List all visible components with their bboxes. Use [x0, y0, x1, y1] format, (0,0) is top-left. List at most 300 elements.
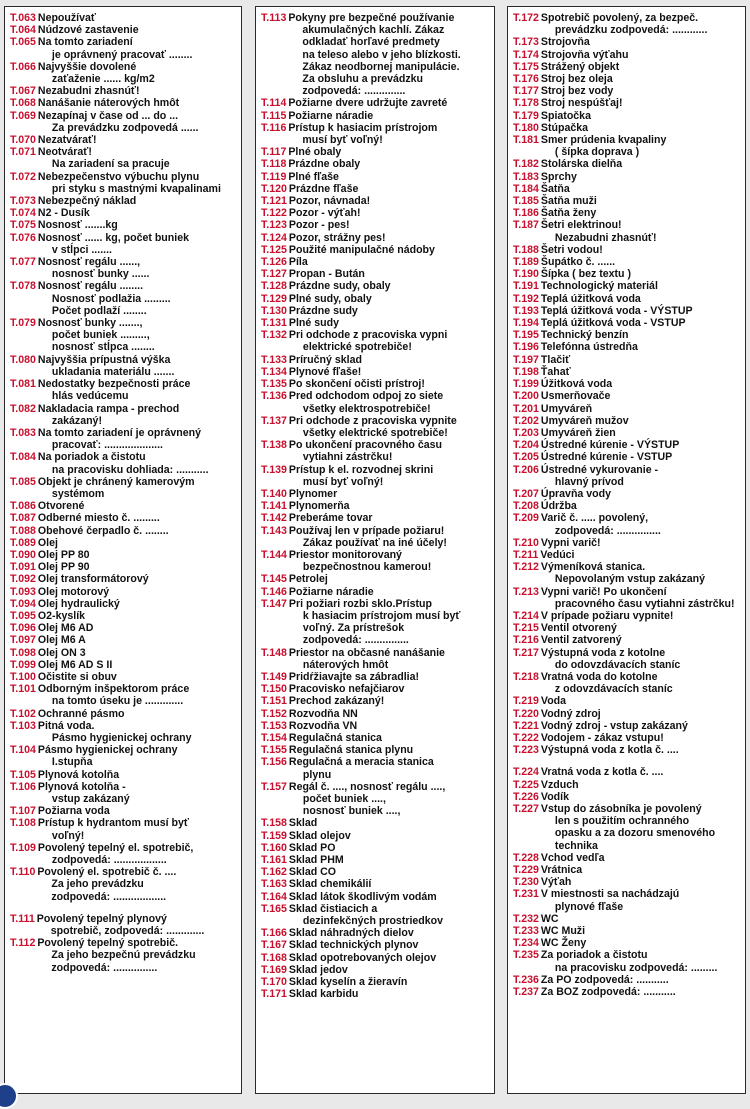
- sign-text-line: Voda: [540, 695, 567, 708]
- sign-code: T.133: [261, 353, 287, 366]
- sign-entry: [513, 207, 741, 219]
- sign-entry: [10, 476, 237, 500]
- sign-description: [38, 280, 237, 317]
- sign-description: [289, 207, 490, 219]
- sign-text-line: spotrebič, zodpovedá: .............: [50, 925, 205, 938]
- sign-code: T.126: [261, 256, 287, 269]
- sign-text-line: Najvyššia prípustná výška: [37, 353, 171, 366]
- sign-code: T.124: [261, 231, 287, 244]
- sign-text-line: zodpovedá: ..................: [51, 890, 167, 903]
- sign-code: T.220: [513, 707, 539, 720]
- sign-text-line: Sprchy: [540, 170, 577, 183]
- sign-text-line: Šetri vodou!: [540, 243, 603, 256]
- sign-description: [289, 219, 490, 231]
- sign-code: T.206: [513, 463, 539, 476]
- sign-code: T.192: [513, 292, 539, 305]
- sign-description: [541, 427, 741, 439]
- sign-text-line: Požiarne dvere udržujte zavreté: [288, 97, 448, 110]
- sign-text-line: Regál č. ...., nosnosť regálu ....,: [288, 780, 446, 793]
- sign-entry: [513, 986, 741, 998]
- sign-text-line: Zákaz používať na iné účely!: [302, 536, 447, 549]
- sign-description: [541, 451, 741, 463]
- sign-code: T.099: [10, 658, 36, 671]
- sign-code: T.112: [10, 937, 36, 950]
- sign-code: T.215: [513, 622, 539, 635]
- sign-text-line: Výťah: [540, 876, 572, 889]
- sign-text-line: zakázaný!: [51, 414, 102, 427]
- sign-text-line: Požiarne náradie: [288, 585, 374, 598]
- sign-code: T.153: [261, 719, 287, 732]
- sign-entry: [513, 12, 741, 36]
- sign-text-line: počet buniek .........,: [51, 329, 150, 342]
- sign-text-line: Olej M6 AD S II: [37, 658, 113, 671]
- sign-code: T.157: [261, 780, 287, 793]
- sign-description: [289, 744, 490, 756]
- sign-text-line: Stolárska dielňa: [540, 158, 623, 171]
- sign-entry: [10, 744, 237, 768]
- sign-code: T.183: [513, 170, 539, 183]
- sign-text-line: Príručný sklad: [288, 353, 362, 366]
- sign-code: T.114: [261, 97, 287, 110]
- sign-description: [288, 171, 490, 183]
- sign-code: T.182: [513, 158, 539, 171]
- sign-entry: [261, 464, 490, 488]
- sign-description: [541, 720, 741, 732]
- sign-code: T.145: [261, 573, 287, 586]
- sign-code: T.166: [261, 927, 287, 940]
- sign-entry: [513, 415, 741, 427]
- sign-description: [38, 403, 237, 427]
- sign-entry: [10, 769, 237, 781]
- sign-code: T.236: [513, 973, 539, 986]
- sign-entry: [10, 866, 237, 903]
- sign-code: T.223: [513, 744, 539, 757]
- sign-text-line: všetky elektrospotrebiče!: [302, 402, 431, 415]
- sign-description: [289, 671, 490, 683]
- sign-text-line: Za jeho bezpečnú prevádzku: [51, 949, 196, 962]
- sign-text-line: Prázdne obaly: [288, 158, 361, 171]
- sign-text-line: Po ukončení pracovného času: [288, 439, 442, 452]
- sign-text-line: Nezatvárať!: [37, 134, 97, 147]
- sign-text-line: Olej ON 3: [37, 646, 86, 659]
- sign-entry: [513, 158, 741, 170]
- sign-text-line: Údržba: [540, 500, 577, 513]
- sign-description: [38, 451, 237, 475]
- sign-code: T.109: [10, 841, 36, 854]
- sign-text-line: Výstupná voda z kotolne: [540, 646, 666, 659]
- sign-code: T.181: [513, 134, 539, 147]
- sign-code: T.082: [10, 402, 36, 415]
- sign-description: [288, 146, 490, 158]
- sign-code: T.170: [261, 976, 287, 989]
- sign-description: [541, 876, 741, 888]
- sign-text-line: Odberné miesto č. .........: [37, 512, 160, 525]
- sign-entry: [10, 354, 237, 378]
- sign-text-line: Stúpačka: [540, 121, 589, 134]
- sign-entry: [261, 12, 490, 97]
- sign-text-line: Výmeníková stanica.: [540, 561, 646, 574]
- sign-description: [541, 852, 741, 864]
- sign-description: [289, 756, 490, 780]
- sign-code: T.168: [261, 951, 287, 964]
- sign-entry: [10, 683, 237, 707]
- sign-code: T.158: [261, 817, 287, 830]
- sign-code: T.098: [10, 646, 36, 659]
- sign-description: [38, 720, 237, 744]
- sign-description: [289, 988, 490, 1000]
- sign-text-line: Sklad CO: [288, 866, 337, 879]
- sign-text-line: Vratná voda z kotla č. ....: [540, 766, 664, 779]
- sign-text-line: Požiarna voda: [37, 805, 110, 818]
- sign-entry: [10, 195, 237, 207]
- sign-description: [38, 232, 237, 256]
- sign-text-line: Núdzové zastavenie: [37, 24, 139, 37]
- sign-text-line: Prázdne sudy: [288, 304, 358, 317]
- sign-description: [289, 525, 490, 549]
- sign-entry: [10, 781, 237, 805]
- sign-entry: [10, 146, 237, 170]
- sign-description: [38, 61, 237, 85]
- sign-text-line: Olej transformátorový: [37, 573, 149, 586]
- sign-code: T.141: [261, 500, 287, 513]
- sign-entry: [513, 937, 741, 949]
- sign-code: T.076: [10, 231, 36, 244]
- sign-entry: [10, 586, 237, 598]
- sign-text-line: Strážený objekt: [540, 60, 620, 73]
- sign-description: [289, 317, 490, 329]
- sign-text-line: Plynová kotolňa -: [37, 780, 126, 793]
- sign-text-line: Olej PP 80: [37, 548, 90, 561]
- sign-text-line: WC Ženy: [540, 937, 587, 950]
- sign-description: [38, 817, 237, 841]
- sign-entry: [261, 744, 490, 756]
- sign-text-line: Olej PP 90: [37, 561, 90, 574]
- sign-entry: [10, 647, 237, 659]
- sign-description: [541, 779, 741, 791]
- sign-code: T.185: [513, 195, 539, 208]
- sign-text-line: Regulačná stanica plynu: [288, 744, 414, 757]
- sign-entry: [513, 549, 741, 561]
- sign-text-line: Ústredné vykurovanie -: [540, 463, 659, 476]
- sign-description: [541, 403, 741, 415]
- sign-entry: [10, 232, 237, 256]
- sign-code: T.089: [10, 536, 36, 549]
- sign-description: [38, 97, 237, 109]
- sign-text-line: Petrolej: [288, 573, 328, 586]
- sign-description: [541, 986, 741, 998]
- sign-code: T.084: [10, 451, 36, 464]
- sign-description: [541, 888, 741, 912]
- sign-code: T.163: [261, 878, 287, 891]
- sign-text-line: Teplá úžitková voda - VÝSTUP: [540, 304, 693, 317]
- sign-entry: [513, 183, 741, 195]
- sign-text-line: Prístup k hydrantom musí byť: [37, 817, 189, 830]
- sign-description: [38, 622, 237, 634]
- sign-entry: [513, 354, 741, 366]
- sign-text-line: WC Muži: [540, 925, 586, 938]
- sign-text-line: Sklad náhradných dielov: [288, 927, 414, 940]
- sign-code: T.235: [513, 949, 539, 962]
- sign-text-line: akumulačných kachlí. Zákaz: [302, 24, 445, 37]
- sign-description: [541, 561, 741, 585]
- sign-code: T.186: [513, 207, 539, 220]
- sign-text-line: musí byť voľný!: [302, 475, 384, 488]
- sign-description: [541, 12, 741, 36]
- sign-entry: [513, 864, 741, 876]
- sign-description: [289, 720, 490, 732]
- sign-code: T.222: [513, 731, 539, 744]
- sign-description: [541, 268, 741, 280]
- sign-text-line: Pred odchodom odpoj zo siete: [288, 390, 444, 403]
- sign-description: [289, 939, 490, 951]
- sign-code: T.210: [513, 536, 539, 549]
- sign-entry: [10, 427, 237, 451]
- sign-code: T.097: [10, 634, 36, 647]
- sign-code: T.079: [10, 317, 36, 330]
- sign-code: T.107: [10, 805, 36, 818]
- sign-text-line: opasku a za dozoru smenového: [554, 827, 716, 840]
- sign-text-line: Plynová kotolňa: [37, 768, 120, 781]
- sign-description: [541, 610, 741, 622]
- sign-text-line: Pri odchode z pracoviska vypnite: [288, 414, 457, 427]
- sign-description: [37, 866, 237, 903]
- sign-code: T.188: [513, 243, 539, 256]
- sign-entry: [10, 937, 237, 974]
- sign-code: T.086: [10, 500, 36, 513]
- sign-entry: [10, 207, 237, 219]
- sign-text-line: je oprávnený pracovať ........: [51, 48, 193, 61]
- sign-description: [541, 766, 741, 778]
- sign-code: T.234: [513, 937, 539, 950]
- sign-text-line: Ventil otvorený: [540, 622, 617, 635]
- sign-description: [541, 110, 741, 122]
- sign-description: [289, 952, 490, 964]
- sign-text-line: Na tomto zariadení: [37, 36, 133, 49]
- sign-text-line: Povolený el. spotrebič č. ....: [37, 866, 177, 879]
- sign-entry: [513, 488, 741, 500]
- sign-entry: [261, 732, 490, 744]
- sign-code: T.065: [10, 36, 36, 49]
- sign-text-line: Spiatočka: [540, 109, 591, 122]
- sign-description: [38, 586, 237, 598]
- sign-entry: [513, 122, 741, 134]
- sign-entry: [261, 500, 490, 512]
- sign-text-line: Povolený tepelný plynový: [36, 912, 167, 925]
- sign-description: [541, 219, 741, 243]
- sign-text-line: voľný!: [51, 829, 85, 842]
- sign-entry: [513, 97, 741, 109]
- sign-text-line: Vedúci: [540, 548, 575, 561]
- sign-entry: [261, 207, 490, 219]
- sign-code: T.083: [10, 426, 36, 439]
- sign-description: [38, 500, 237, 512]
- sign-description: [541, 622, 741, 634]
- sign-entry: [513, 695, 741, 707]
- sign-text-line: Olej: [37, 536, 58, 549]
- sign-code: T.169: [261, 963, 287, 976]
- sign-text-line: Propan - Bután: [288, 268, 365, 281]
- sign-code: T.226: [513, 790, 539, 803]
- sign-description: [38, 708, 237, 720]
- sign-description: [38, 512, 237, 524]
- sign-entry: [513, 803, 741, 852]
- sign-text-line: Odborným inšpektorom práce: [37, 683, 190, 696]
- sign-description: [541, 925, 741, 937]
- sign-text-line: O2-kyslík: [37, 609, 86, 622]
- sign-description: [38, 842, 237, 866]
- sign-entry: [261, 939, 490, 951]
- sign-description: [289, 647, 490, 671]
- sign-description: [541, 122, 741, 134]
- sign-code: T.232: [513, 912, 539, 925]
- sign-code: T.152: [261, 707, 287, 720]
- sign-description: [289, 964, 490, 976]
- sign-description: [541, 49, 741, 61]
- sign-description: [541, 913, 741, 925]
- sign-entry: [261, 695, 490, 707]
- sign-text-line: WC: [540, 912, 559, 925]
- sign-description: [541, 85, 741, 97]
- sign-entry: [261, 280, 490, 292]
- sign-text-line: Umyváreň žien: [540, 426, 616, 439]
- sign-entry: [10, 805, 237, 817]
- sign-text-line: Pitná voda.: [37, 719, 95, 732]
- sign-text-line: Strojovňa: [540, 36, 590, 49]
- sign-code: T.148: [261, 646, 287, 659]
- column-middle: [255, 6, 495, 1094]
- sign-text-line: pracovného času vytiahni zástrčku!: [554, 597, 735, 610]
- sign-text-line: ukladania materiálu .......: [51, 365, 175, 378]
- sign-entry: [10, 610, 237, 622]
- sign-entry: [513, 949, 741, 973]
- sign-text-line: Preberáme tovar: [288, 512, 373, 525]
- sign-code: T.200: [513, 390, 539, 403]
- sign-description: [38, 537, 237, 549]
- sign-text-line: Počet podlaží ........: [51, 304, 147, 317]
- sign-code: T.165: [261, 902, 287, 915]
- sign-text-line: pracovať: ....................: [51, 439, 163, 452]
- sign-entry: [513, 913, 741, 925]
- sign-description: [541, 488, 741, 500]
- sign-code: T.093: [10, 585, 36, 598]
- sign-text-line: Obehové čerpadlo č. ........: [37, 524, 169, 537]
- sign-text-line: na tomto úseku je .............: [51, 695, 184, 708]
- sign-text-line: Nepovolaným vstup zakázaný: [554, 573, 706, 586]
- sign-text-line: Ventil zatvorený: [540, 634, 622, 647]
- sign-code: T.204: [513, 439, 539, 452]
- sign-text-line: Vypni varič! Po ukončení: [540, 585, 667, 598]
- sign-code: T.147: [261, 597, 287, 610]
- sign-code: T.197: [513, 353, 539, 366]
- sign-entry: [10, 573, 237, 585]
- sign-description: [288, 12, 490, 97]
- sign-description: [541, 158, 741, 170]
- sign-entry: [10, 549, 237, 561]
- sign-text-line: Stroj nespúšťaj!: [540, 97, 623, 110]
- sign-code: T.178: [513, 97, 539, 110]
- sign-code: T.077: [10, 256, 36, 269]
- sign-code: T.193: [513, 304, 539, 317]
- sign-text-line: plynu: [302, 768, 332, 781]
- sign-code: T.066: [10, 60, 36, 73]
- sign-description: [541, 791, 741, 803]
- sign-entry: [261, 817, 490, 829]
- sign-code: T.227: [513, 803, 539, 815]
- sign-code: T.143: [261, 524, 287, 537]
- sign-description: [289, 195, 490, 207]
- sign-text-line: Stroj bez oleja: [540, 73, 613, 86]
- sign-text-line: Sklad opotrebovaných olejov: [288, 951, 437, 964]
- sign-text-line: Plynomer: [288, 487, 338, 500]
- sign-text-line: zodpovedá: ...............: [554, 524, 661, 537]
- sign-text-line: I.stupňa: [51, 756, 93, 769]
- sign-text-line: N2 - Dusík: [37, 207, 90, 220]
- sign-description: [289, 244, 490, 256]
- sign-description: [289, 464, 490, 488]
- sign-code: T.160: [261, 841, 287, 854]
- sign-entry: [261, 708, 490, 720]
- sign-text-line: prevádzku zodpovedá: ............: [554, 24, 708, 37]
- sign-text-line: odkladať horľavé predmety: [302, 36, 440, 49]
- sign-code: T.175: [513, 60, 539, 73]
- sign-entry: [513, 671, 741, 695]
- sign-code: T.101: [10, 683, 36, 696]
- sign-text-line: systémom: [51, 487, 105, 500]
- sign-description: [289, 390, 490, 414]
- sign-description: [289, 683, 490, 695]
- sign-description: [38, 561, 237, 573]
- sign-entry: [513, 500, 741, 512]
- sign-entry: [513, 403, 741, 415]
- sign-entry: [513, 171, 741, 183]
- sign-entry: [261, 830, 490, 842]
- sign-entry: [513, 647, 741, 671]
- sign-entry: [10, 24, 237, 36]
- sign-description: [541, 439, 741, 451]
- sign-entry: [261, 549, 490, 573]
- sign-text-line: voľný. Za prístrešok: [302, 622, 405, 635]
- sign-entry: [261, 964, 490, 976]
- sign-description: [288, 122, 490, 146]
- sign-description: [289, 891, 490, 903]
- sign-entry: [261, 512, 490, 524]
- sign-entry: [261, 305, 490, 317]
- sign-code: T.209: [513, 512, 539, 525]
- sign-description: [38, 12, 237, 24]
- sign-text-line: Za PO zodpovedá: ...........: [540, 973, 669, 986]
- sign-text-line: Po skončení očisti prístroj!: [288, 378, 425, 391]
- sign-entry: [513, 634, 741, 646]
- sign-description: [541, 280, 741, 292]
- sign-description: [541, 73, 741, 85]
- sign-text-line: Nosnosť regálu ......,: [37, 256, 141, 269]
- sign-description: [289, 329, 490, 353]
- sign-text-line: Prístup k el. rozvodnej skrini: [288, 463, 434, 476]
- sign-text-line: Za poriadok a čistotu: [540, 949, 648, 962]
- sign-code: T.233: [513, 925, 539, 938]
- sign-code: T.090: [10, 548, 36, 561]
- sign-entry: [513, 305, 741, 317]
- sign-code: T.068: [10, 97, 36, 110]
- sign-code: T.122: [261, 207, 287, 220]
- sign-code: T.237: [513, 986, 539, 999]
- sign-text-line: Sklad jedov: [288, 963, 348, 976]
- sign-text-line: vstup zakázaný: [51, 793, 130, 805]
- sign-entry: [513, 451, 741, 463]
- sign-text-line: Ťahať: [540, 365, 571, 378]
- sign-code: T.110: [10, 866, 36, 879]
- sign-text-line: počet buniek ....,: [302, 793, 386, 805]
